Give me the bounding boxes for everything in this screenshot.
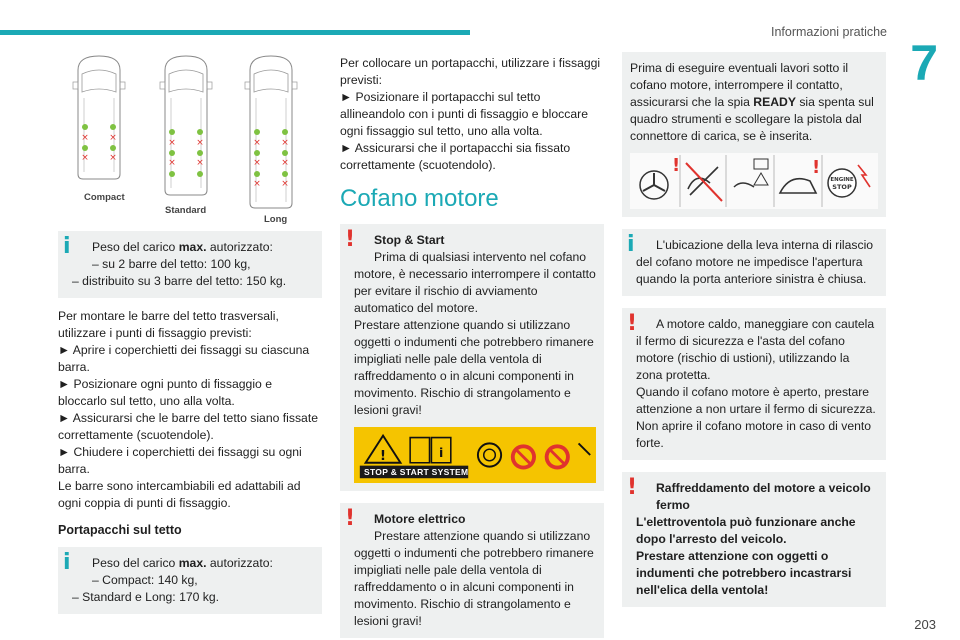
svg-text:×: × (196, 158, 204, 168)
info-note-release-lever (622, 229, 886, 296)
svg-text:×: × (281, 179, 289, 189)
svg-text:!: ! (672, 155, 681, 176)
warning-text: Quando il cofano motore è aperto, prestare attenzione a non urtare il fermo di sicurezza. Non aprire il cofano motore in caso di vento forte. (636, 385, 876, 450)
note-line: – distribuito su 3 barre del tetto: 150 kg. (72, 274, 287, 288)
svg-text:×: × (81, 133, 89, 143)
info-note-roof-bars (58, 231, 322, 298)
roof-fixing-diagram (58, 40, 322, 225)
roof-bars-instructions (58, 308, 322, 512)
note-text: autorizzato: (206, 556, 273, 570)
warning-stop-start (340, 224, 604, 491)
warning-title: Raffreddamento del motore a veicolo fermo (656, 481, 871, 512)
column-left (58, 40, 322, 614)
bonnet-warning-pictograms (630, 153, 878, 209)
paragraph: Le barre sono intercambiabili ed adattabili ad ogni coppia di punti di fissaggio. (58, 479, 301, 510)
warning-text: Prestare attenzione con oggetti o indumenti che potrebbero incastrarsi nell'elica della ventola! (636, 549, 852, 597)
bonnet-pictograms (630, 153, 878, 209)
svg-text:!: ! (379, 447, 387, 464)
warning-icon: ! (345, 506, 356, 531)
warning-title: Motore elettrico (374, 512, 466, 526)
warning-text: Prima di qualsiasi intervento nel cofano motore, è necessario interrompere il contatto per evitare il rischio di avviamento automatico del motore. (354, 250, 596, 315)
ready-indicator-text: READY (753, 95, 796, 109)
warning-hot-engine (622, 308, 886, 460)
svg-text:i: i (438, 444, 444, 460)
step: ► Chiudere i coperchietti dei fissaggi su ogni barra. (58, 445, 302, 476)
svg-text:×: × (281, 138, 289, 148)
column-right (622, 52, 886, 607)
note-line: – Standard e Long: 170 kg. (72, 590, 220, 604)
paragraph: Per montare le barre del tetto trasversali, utilizzare i punti di fissaggio previsti: (58, 309, 279, 340)
roof-rack-instructions (340, 55, 604, 174)
van-label-standard: Standard (165, 205, 207, 216)
svg-text:×: × (168, 158, 176, 168)
note-text: autorizzato: (206, 240, 273, 254)
svg-text:×: × (253, 179, 261, 189)
page-number: 203 (914, 617, 936, 632)
bonnet-prep-box (622, 52, 886, 217)
stop-start-label-text: STOP & START SYSTEM (364, 467, 469, 477)
paragraph: Per collocare un portapacchi, utilizzare i fissaggi previsti: (340, 56, 601, 87)
warning-title: Stop & Start (374, 233, 445, 247)
note-text: L'ubicazione della leva interna di rilascio del cofano motore ne impedisce l'apertura quando la porta anteriore sinistra è chiusa. (636, 238, 874, 286)
chapter-number: 7 (910, 35, 938, 91)
svg-text:×: × (168, 138, 176, 148)
warning-text: Prestare attenzione quando si utilizzano oggetti o indumenti che potrebbero rimanere impigliati nelle pale della ventola di raffreddamento o in alcuni componenti in movimento. Rischio di strangolamento e lesioni gravi! (354, 529, 594, 628)
svg-text:×: × (81, 153, 89, 163)
paragraph: Prima di eseguire eventuali lavori sotto il cofano motore, interrompere il contatto, assicurarsi che la spia (630, 61, 849, 109)
warning-icon: ! (345, 227, 356, 252)
warning-icon: ! (627, 475, 638, 500)
svg-text:×: × (281, 158, 289, 168)
info-icon: i (63, 550, 71, 575)
section-title-bonnet: Cofano motore (340, 185, 499, 212)
header-title: Informazioni pratiche (770, 25, 887, 39)
svg-text:×: × (196, 138, 204, 148)
step: ► Aprire i coperchietti dei fissaggi su ciascuna barra. (58, 343, 310, 374)
warning-fan-cooling (622, 472, 886, 607)
engine-stop-text-top: ENGINE (830, 177, 854, 183)
note-text: Peso del carico (92, 240, 179, 254)
note-bold: max. (178, 240, 207, 254)
svg-text:×: × (109, 133, 117, 143)
step: ► Posizionare ogni punto di fissaggio e bloccarlo sul tetto, uno alla volta. (58, 377, 272, 408)
header-accent-bar (0, 30, 470, 35)
note-line: – su 2 barre del tetto: 100 kg, (92, 257, 251, 271)
note-line: – Compact: 140 kg, (92, 573, 198, 587)
van-label-long: Long (264, 214, 288, 225)
svg-text:!: ! (812, 157, 821, 178)
warning-text: A motore caldo, maneggiare con cautela il fermo di sicurezza e l'asta del cofano motore (rischio di ustioni), utilizzando la zona protetta. (636, 317, 875, 382)
warning-icon: ! (627, 311, 638, 336)
paragraph: sia spenta sul quadro strumenti e scollegare la pistola dal connettore di carica, se è inserita. (630, 95, 874, 143)
step: ► Posizionare il portapacchi sul tetto allineandolo con i punti di fissaggio e bloccare ogni fissaggio sul tetto, uno alla volta. (340, 90, 588, 138)
van-long-illustration (242, 52, 300, 210)
van-compact-illustration (70, 52, 128, 182)
warning-text: Prestare attenzione quando si utilizzano oggetti o indumenti che potrebbero rimanere impigliati nelle pale della ventola di raffreddamento o in alcuni componenti in movimento. Rischio di strangolamento e lesioni gravi! (354, 318, 594, 417)
note-bold: max. (178, 556, 207, 570)
info-icon: i (627, 232, 635, 257)
svg-text:×: × (253, 138, 261, 148)
step: ► Assicurarsi che le barre del tetto siano fissate correttamente (scuotendole). (58, 411, 318, 442)
svg-text:×: × (109, 153, 117, 163)
svg-text:×: × (253, 158, 261, 168)
info-note-roof-rack (58, 547, 322, 614)
info-icon: i (63, 234, 71, 259)
column-middle (340, 55, 604, 638)
van-label-compact: Compact (84, 192, 125, 203)
warning-text: L'elettroventola può funzionare anche dopo l'arresto del veicolo. (636, 515, 856, 546)
van-standard-illustration (157, 52, 215, 197)
subheading-roof-rack: Portapacchi sul tetto (58, 523, 182, 537)
warning-electric-motor (340, 503, 604, 638)
engine-stop-text-bottom: STOP (832, 183, 852, 191)
note-text: Peso del carico (92, 556, 179, 570)
step: ► Assicurarsi che il portapacchi sia fissato correttamente (scuotendolo). (340, 141, 571, 172)
stop-start-warning-label (354, 427, 596, 483)
